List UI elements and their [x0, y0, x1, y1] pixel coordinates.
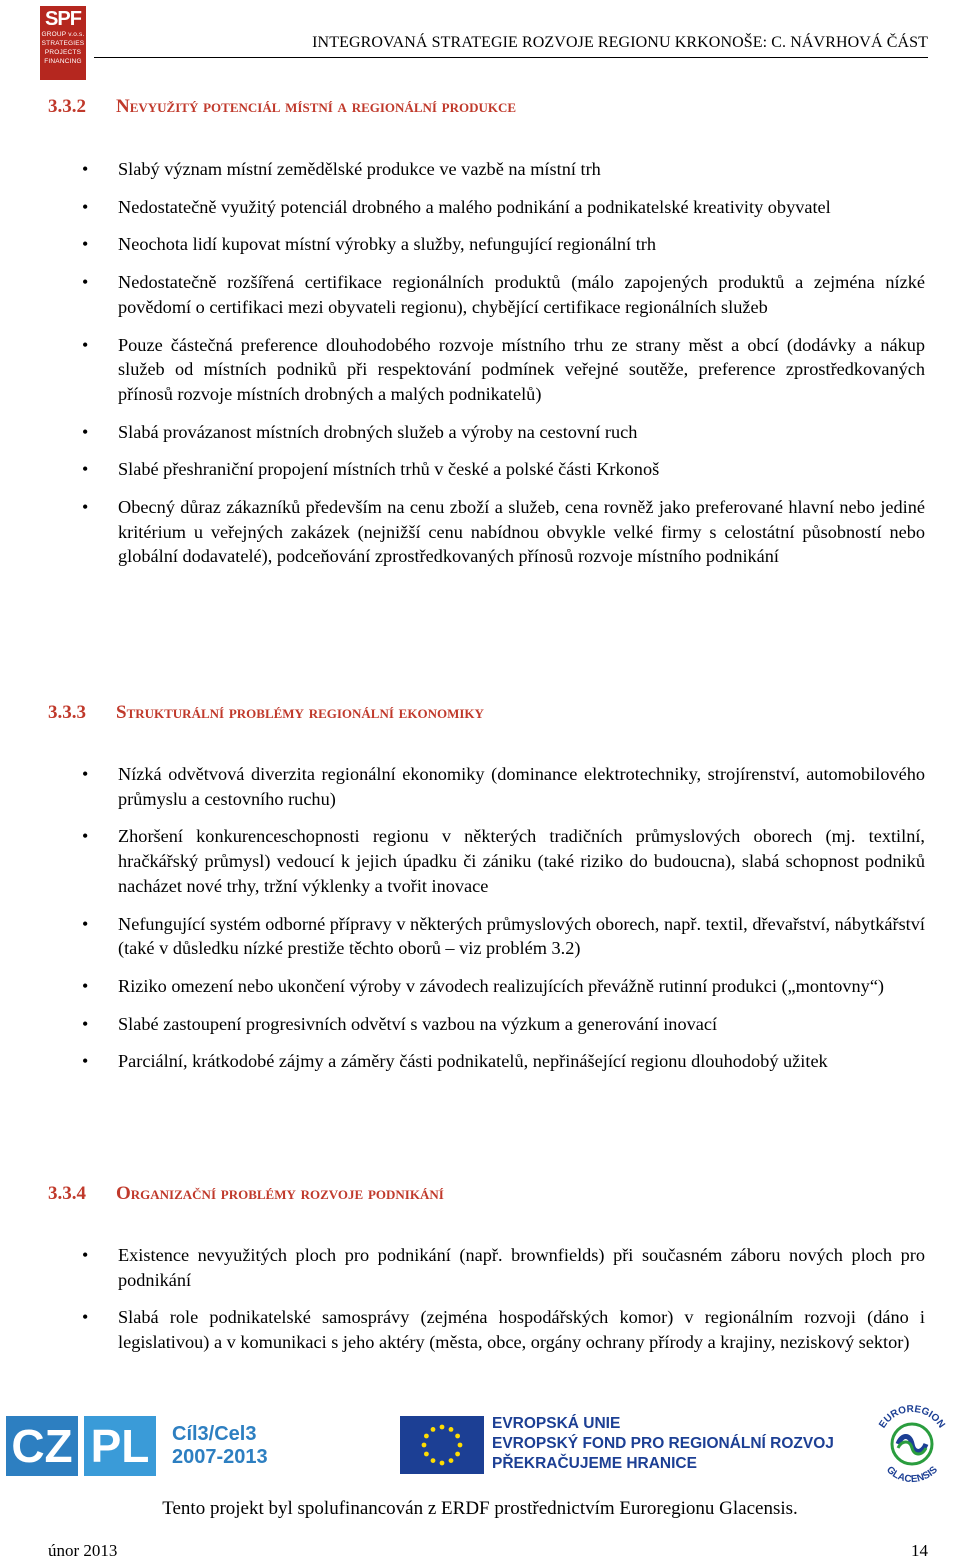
page-number: 14 [911, 1541, 928, 1560]
list-item: • Parciální, krátkodobé zájmy a záměry části podnikatelů, nepřinášející regionu dlouhodobý užitek [0, 1049, 960, 1074]
list-item: • Zhoršení konkurenceschopnosti regionu v některých tradičních průmyslových oborech (mj. textilní, hračkářský průmysl) vedoucí k jejich úpadku či zániku (také riziko do budoucna), slabá schopnost podniků nacházet nové trhy, tržní výklenky a tvořit inovace [0, 824, 960, 898]
list-item: • Nefungující systém odborné přípravy v některých průmyslových oborech, např. textil, dřevařství, nábytkářství (také v důsledku nízké prestiže těchto oborů – viz problém 3.2) [0, 912, 960, 961]
section-title: Organizační problémy rozvoje podnikání [116, 1183, 444, 1204]
eu-flag-icon [400, 1416, 484, 1474]
cil3-line-2: 2007-2013 [172, 1446, 268, 1468]
list-item: • Slabá role podnikatelské samosprávy (zejména hospodářských komor) v regionálním rozvoji (dáno i legislativou) a v komunikaci s jeho aktéry (města, obce, orgány ochrany přírody a krajiny, neziskový sektor) [0, 1305, 960, 1354]
section-number: 3.3.2 [48, 96, 86, 117]
section-title: Nevyužitý potenciál místní a regionální produkce [116, 96, 517, 117]
header-divider [94, 57, 928, 58]
svg-text:EUROREGION [877, 1404, 947, 1430]
section-title: Strukturální problémy regionální ekonomiky [116, 702, 484, 723]
list-item: • Neochota lidí kupovat místní výrobky a služby, nefungující regionální trh [0, 232, 960, 257]
euroregio-bottom-text: GLACENSIS [884, 1464, 940, 1486]
eu-line-2: EVROPSKÝ FOND PRO REGIONÁLNÍ ROZVOJ [492, 1435, 834, 1452]
bullet-list-3-3-3 [0, 762, 960, 1074]
section-number: 3.3.4 [48, 1183, 86, 1204]
cz-logo-box: CZ [6, 1416, 78, 1476]
list-item: • Nedostatečně využitý potenciál drobného a malého podnikání a podnikatelské kreativity obyvatel [0, 195, 960, 220]
logo-sub-2: STRATEGIES [41, 40, 85, 47]
logo-text: SPF [45, 8, 81, 30]
eu-line-3: PŘEKRAČUJEME HRANICE [492, 1455, 697, 1472]
section-heading-3-3-2 [48, 96, 516, 118]
logo-sub-3: PROJECTS [44, 49, 82, 56]
footer-date: únor 2013 [48, 1541, 118, 1560]
list-item: • Pouze částečná preference dlouhodobého rozvoje místního trhu ze strany měst a obcí (dodávky a nákup služeb od místních podniků při respektování podmínek veřejné soutěže, preference zprostředkovaných přínosů rozvoje místních drobných a malých podnikatelů) [0, 333, 960, 407]
list-item: • Slabé přeshraniční propojení místních trhů v české a polské části Krkonoš [0, 457, 960, 482]
cz-pl-programme-logo [6, 1414, 268, 1478]
section-heading-3-3-4 [48, 1183, 444, 1205]
funding-note: Tento projekt byl spolufinancován z ERDF prostřednictvím Euroregionu Glacensis. [162, 1498, 798, 1519]
list-item: • Slabé zastoupení progresivních odvětví s vazbou na výzkum a generování inovací [0, 1012, 960, 1037]
section-number: 3.3.3 [48, 702, 86, 723]
spf-logo [40, 6, 86, 80]
list-item: • Nízká odvětvová diverzita regionální ekonomiky (dominance elektrotechniky, strojírenství, automobilového průmyslu a cestovního ruchu) [0, 762, 960, 811]
logo-sub-4: FINANCING [44, 58, 82, 65]
cil3-line-1: Cíl3/Cel3 [172, 1423, 257, 1445]
bullet-list-3-3-2 [0, 157, 960, 569]
document-header-title: INTEGROVANÁ STRATEGIE ROZVOJE REGIONU KRKONOŠE: C. NÁVRHOVÁ ČÁST [312, 34, 928, 51]
svg-text:GLACENSIS [884, 1464, 940, 1485]
section-heading-3-3-3 [48, 702, 484, 724]
euroregion-glacensis-logo [868, 1400, 956, 1488]
list-item: • Existence nevyužitých ploch pro podnikání (např. brownfields) při současném záboru nových ploch pro podnikání [0, 1243, 960, 1292]
list-item: • Riziko omezení nebo ukončení výroby v závodech realizujících převážně rutinní produkci („montovny“) [0, 974, 960, 999]
euroregio-top-text: EUROREGION [877, 1403, 947, 1431]
list-item: • Obecný důraz zákazníků především na cenu zboží a služeb, cena rovněž jako preferované hlavní nebo jediné kritérium u veřejných zakázek (nejnižší cenu nabídnou obvykle velké firmy s celostátní působností nebo globální dodavatelé), podceňování zprostředkovaných přínosů rozvoje místního podnikání [0, 495, 960, 569]
eu-fund-text [492, 1414, 834, 1474]
eu-line-1: EVROPSKÁ UNIE [492, 1415, 621, 1432]
pl-logo-box: PL [84, 1416, 156, 1476]
list-item: • Slabá provázanost místních drobných služeb a výroby na cestovní ruch [0, 420, 960, 445]
list-item: • Slabý význam místní zemědělské produkce ve vazbě na místní trh [0, 157, 960, 182]
logo-sub-1: GROUP v.o.s. [41, 31, 85, 38]
cil3-label [172, 1423, 268, 1469]
bullet-list-3-3-4 [0, 1243, 960, 1355]
list-item: • Nedostatečně rozšířená certifikace regionálních produktů (málo zapojených produktů a zejména nízké povědomí o certifikaci mezi obyvateli regionu), chybějící certifikace regionálních služeb [0, 270, 960, 319]
